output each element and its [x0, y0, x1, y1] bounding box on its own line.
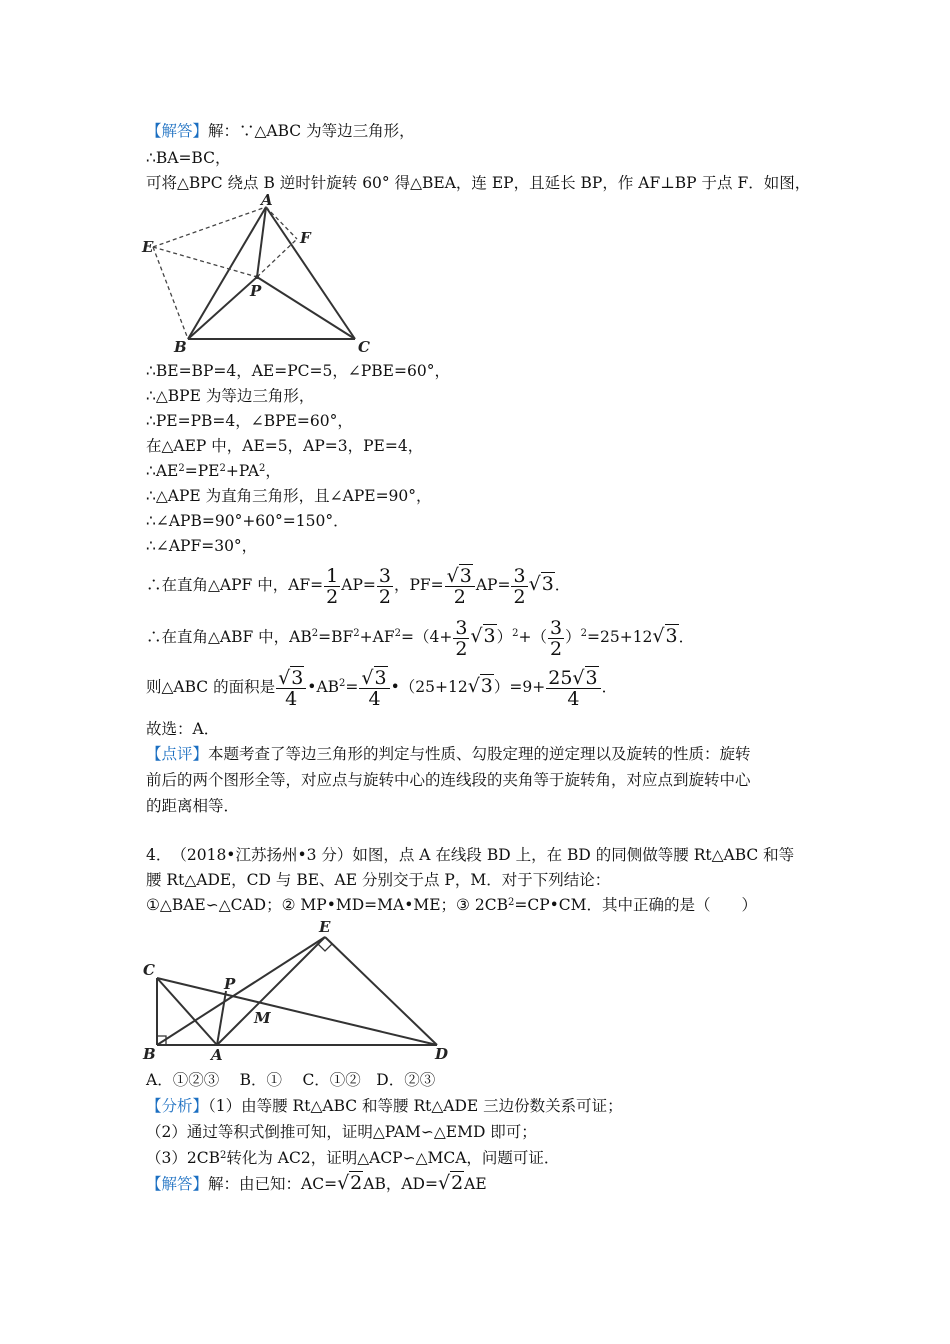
answer-tag: 【解答】	[146, 122, 209, 140]
radical-sign: √	[337, 1172, 350, 1194]
solution-line-9: ∴△APE 为直角三角形，且∠APE=90°，	[146, 487, 432, 505]
label-p: P	[224, 975, 236, 993]
label-f: F	[300, 229, 311, 247]
radical-sign: √	[652, 625, 665, 647]
label-c: C	[358, 338, 370, 356]
answer-tag: 【解答】	[146, 1175, 209, 1193]
t: =BF	[318, 628, 354, 646]
label-a: A	[211, 1046, 223, 1064]
radicand: 3	[291, 666, 304, 689]
den: 2	[378, 585, 391, 608]
radical-sign: √	[361, 666, 374, 689]
num: 1	[326, 564, 339, 587]
dashed-ea	[153, 207, 266, 247]
t: ∴在直角△APF 中，AF=	[146, 576, 324, 594]
solution-line-2: ∴BA=BC，	[146, 149, 231, 167]
radicand: 3	[541, 573, 554, 595]
t: ∴在直角△ABF 中，AB	[146, 628, 312, 646]
radicand: 3	[585, 666, 598, 689]
solution2-line-1	[146, 1173, 487, 1194]
solution-line-10: ∴∠APB=90°+60°=150°．	[146, 512, 349, 530]
t: ①△BAE∽△CAD；② MP•MD=MA•ME；③ 2CB	[146, 896, 508, 914]
fraction-three-halves	[548, 618, 564, 659]
t: ，	[265, 462, 281, 480]
t: 本题考查了等边三角形的判定与性质、勾股定理的逆定理以及旋转的性质：旋转	[208, 745, 751, 763]
radicand: 3	[480, 675, 493, 697]
t: 解：由已知：AC=	[208, 1175, 338, 1193]
label-a: A	[261, 191, 273, 209]
radicand: 2	[350, 1172, 363, 1194]
t: +PA	[225, 462, 260, 480]
fraction-25root3-quarter	[546, 668, 600, 709]
solution-line-15: 故选：A．	[146, 720, 220, 738]
t: 转化为 AC2，证明△ACP∽△MCA，问题可证．	[226, 1149, 560, 1167]
sup: 2	[507, 897, 515, 908]
num: 3	[550, 616, 563, 639]
label-b: B	[174, 338, 187, 356]
t: AP=	[341, 576, 376, 594]
solution-line-8	[146, 461, 281, 481]
solution-line-4: ∴BE=BP=4，AE=PC=5，∠PBE=60°，	[146, 362, 450, 380]
radical-sign: √	[528, 573, 541, 595]
t: ）=9+	[493, 678, 546, 696]
t: AP=	[475, 576, 511, 594]
fraction-half	[324, 566, 340, 607]
num: 3	[378, 564, 391, 587]
sqrt-3	[529, 562, 555, 606]
radical-sign: √	[278, 666, 291, 689]
label-e: E	[319, 918, 331, 936]
answer-options: A．①②③ B．① C．①② D．②③	[146, 1071, 436, 1089]
solution-line-1	[146, 121, 415, 141]
label-b: B	[143, 1045, 156, 1063]
t: ．	[678, 628, 695, 646]
sqrt-2	[337, 1173, 363, 1193]
label-e: E	[142, 238, 154, 256]
figure-rotation-triangle	[140, 191, 390, 360]
sqrt-2	[438, 1173, 464, 1193]
den: 4	[368, 687, 381, 710]
sqrt-3	[470, 614, 496, 658]
t: =25+12	[587, 628, 653, 646]
t: •AB	[307, 678, 340, 696]
comment-line-3: 的距离相等．	[146, 797, 240, 815]
solution-line-5: ∴△BPE 为等边三角形，	[146, 387, 315, 405]
fraction-root3-quarter	[276, 668, 306, 709]
side-ac	[266, 207, 355, 339]
t: ）	[565, 628, 581, 646]
segment-bp	[188, 277, 257, 339]
fraction-three-halves	[511, 566, 527, 607]
radicand: 3	[459, 564, 472, 587]
radicand: 3	[665, 625, 678, 647]
coef: 25	[548, 666, 573, 689]
solution-line-13	[146, 614, 694, 659]
segment-ap	[257, 207, 266, 277]
radicand: 3	[483, 625, 496, 647]
analysis-tag: 【分析】	[146, 1097, 209, 1115]
side-ab	[188, 207, 266, 339]
t: ∴AE	[146, 462, 179, 480]
t: +（	[518, 628, 548, 646]
radicand: 2	[451, 1172, 464, 1194]
t: •（25+12	[390, 678, 468, 696]
radical-sign: √	[467, 675, 480, 697]
solution-line-6: ∴PE=PB=4，∠BPE=60°，	[146, 412, 353, 430]
sup: 2	[339, 678, 346, 689]
comment-tag: 【点评】	[146, 745, 209, 763]
t: ．	[554, 576, 571, 594]
radical-sign: √	[572, 666, 585, 689]
solution-line-11: ∴∠APF=30°，	[146, 537, 258, 555]
t: =PE	[184, 462, 220, 480]
t: =	[345, 678, 359, 696]
sup: 2	[219, 463, 226, 474]
text: 解：∵△ABC 为等边三角形，	[208, 122, 415, 140]
t: （3）2CB	[146, 1149, 220, 1167]
right-angle-e	[318, 944, 332, 951]
comment-line-2: 前后的两个图形全等，对应点与旋转中心的连线段的夹角等于旋转角，对应点到旋转中心	[146, 771, 751, 789]
solution-line-12	[146, 562, 570, 607]
num: 3	[455, 616, 468, 639]
t: +AF	[359, 628, 395, 646]
sup: 2	[178, 463, 185, 474]
sup: 2	[394, 628, 401, 639]
solution-line-7: 在△AEP 中，AE=5，AP=3，PE=4，	[146, 437, 424, 455]
fraction-three-halves	[453, 618, 469, 659]
point-p	[255, 275, 259, 279]
sup: 2	[259, 463, 266, 474]
radicand: 3	[374, 666, 387, 689]
radical-sign: √	[446, 564, 459, 587]
sqrt-3	[652, 614, 678, 658]
label-d: D	[435, 1045, 449, 1063]
sup: 2	[512, 628, 519, 639]
den: 2	[513, 585, 526, 608]
segment-be	[157, 937, 325, 1045]
t: ）	[496, 628, 513, 646]
dashed-ep	[153, 247, 257, 277]
label-c: C	[143, 961, 155, 979]
solution-line-3: 可将△BPC 绕点 B 逆时针旋转 60° 得△BEA，连 EP，且延长 BP，作 AF⊥BP 于点 F．如图，	[146, 174, 811, 192]
question-line-1: 4． （2018•江苏扬州•3 分）如图，点 A 在线段 BD 上，在 BD 的同侧做等腰 Rt△ABC 和等	[146, 846, 795, 864]
label-m: M	[254, 1009, 271, 1027]
t: AE	[464, 1175, 487, 1193]
t: =（4+	[400, 628, 453, 646]
analysis-line-3	[146, 1148, 559, 1168]
label-p: P	[250, 282, 262, 300]
num: 3	[513, 564, 526, 587]
den: 2	[326, 585, 339, 608]
den: 2	[550, 637, 563, 660]
fraction-root3-quarter	[359, 668, 389, 709]
segment-cd	[157, 978, 437, 1045]
fraction-three-halves	[377, 566, 393, 607]
radical-sign: √	[437, 1172, 451, 1194]
t: ，PF=	[393, 576, 444, 594]
fraction-root3-half	[445, 566, 475, 607]
den: 2	[453, 585, 466, 608]
sqrt-3	[468, 664, 494, 708]
sup: 2	[580, 628, 587, 639]
t: =CP•CM．其中正确的是（ ）	[514, 896, 758, 914]
solution-line-14	[146, 664, 617, 709]
sup: 2	[311, 628, 319, 639]
analysis-line-2: （2）通过等积式倒推可知，证明△PAM∽△EMD 即可；	[146, 1123, 537, 1141]
question-line-2: 腰 Rt△ADE，CD 与 BE、AE 分别交于点 P，M．对于下列结论：	[146, 871, 611, 889]
t: AB，AD=	[363, 1175, 438, 1193]
den: 2	[455, 637, 468, 660]
analysis-line-1	[146, 1096, 623, 1116]
t: （1）由等腰 Rt△ABC 和等腰 Rt△ADE 三边份数关系可证；	[208, 1097, 623, 1115]
comment-line-1	[146, 744, 751, 764]
den: 4	[285, 687, 298, 710]
dashed-eb	[153, 247, 188, 339]
t: ．	[601, 678, 618, 696]
radical-sign: √	[470, 625, 483, 647]
t: 则△ABC 的面积是	[146, 678, 276, 696]
figure-isosceles-right-triangles	[140, 915, 460, 1065]
segment-ed	[325, 937, 437, 1045]
den: 4	[567, 687, 580, 710]
segment-pc	[257, 277, 355, 339]
sup: 2	[353, 628, 360, 639]
dashed-af	[266, 207, 297, 239]
sup: 2	[219, 1150, 227, 1161]
question-line-3	[146, 895, 757, 915]
